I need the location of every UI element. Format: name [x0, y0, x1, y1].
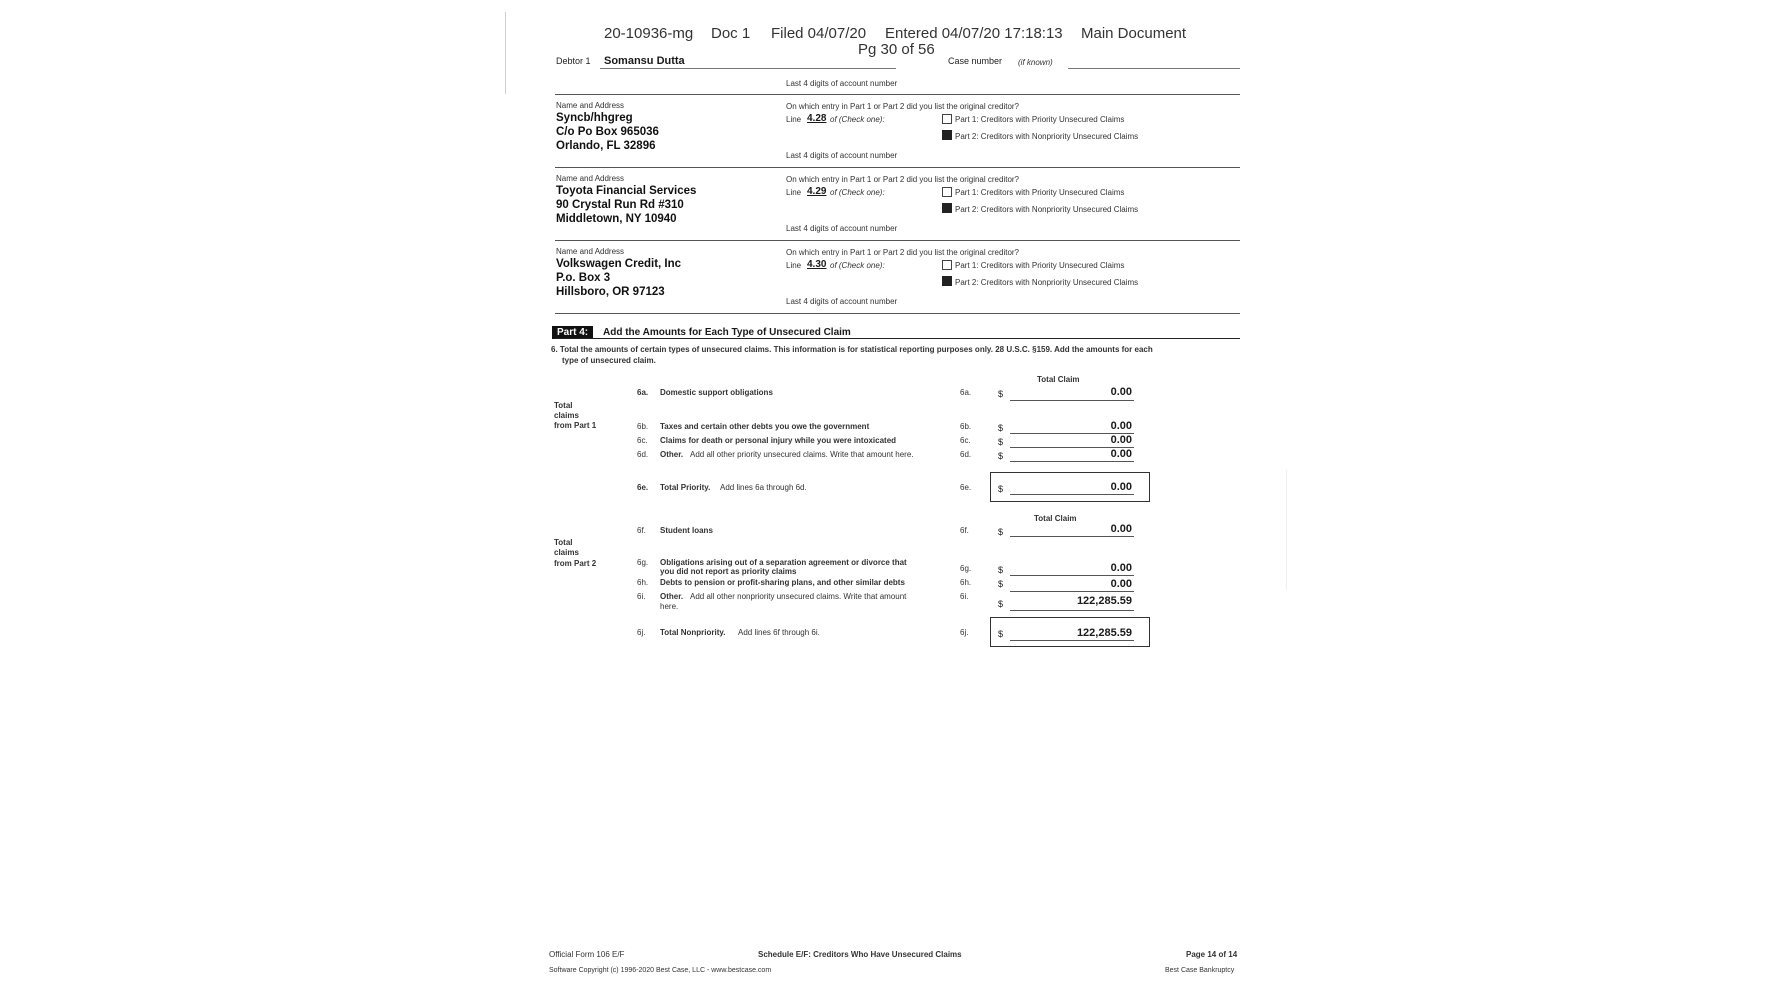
part4-intro-line1: 6. Total the amounts of certain types of unsecured claims. This information is for statistical reporting purposes only. 28 U.S.C. §159. Add the amounts for each	[551, 345, 1153, 354]
dollar-sign: $	[998, 599, 1004, 609]
row-code-right: 6g.	[960, 564, 972, 573]
row-code: 6c.	[637, 436, 648, 445]
part1-label: Part 1: Creditors with Priority Unsecured Claims	[955, 261, 1125, 270]
row-code: 6a.	[637, 388, 649, 397]
dollar-sign: $	[998, 484, 1004, 494]
page-edge-line	[505, 12, 506, 94]
total-claim-header: Total Claim	[1034, 514, 1077, 523]
row-code-right: 6d.	[960, 450, 972, 459]
row-text: Student loans	[660, 526, 713, 535]
row-text: Taxes and certain other debts you owe the government	[660, 422, 870, 431]
row-code: 6i.	[637, 592, 646, 601]
row-code-right: 6j.	[960, 628, 969, 637]
creditor-address-line1: 90 Crystal Run Rd #310	[556, 199, 684, 211]
row-code-right: 6c.	[960, 436, 971, 445]
row-text: Claims for death or personal injury while you were intoxicated	[660, 436, 897, 445]
amount-underline	[1010, 640, 1134, 641]
row-bold-text: Total Priority.	[660, 483, 711, 492]
creditor-name: Toyota Financial Services	[556, 185, 697, 197]
dollar-sign: $	[998, 389, 1004, 399]
section-rule	[555, 313, 1240, 314]
amount-underline	[1010, 575, 1134, 576]
dollar-sign: $	[998, 437, 1004, 447]
page-edge-line-right	[1286, 470, 1287, 590]
row-code-right: 6e.	[960, 483, 972, 492]
row-text-line2: here.	[660, 602, 679, 611]
row-text: Add all other priority unsecured claims. Write that amount here.	[690, 450, 914, 459]
row-text: Domestic support obligations	[660, 388, 773, 397]
section-rule	[555, 167, 1240, 168]
part2-label: Part 2: Creditors with Nonpriority Unsecured Claims	[955, 205, 1139, 214]
group1-label-line2: claims	[554, 411, 579, 420]
line-number: 4.29	[807, 186, 827, 197]
last4-label: Last 4 digits of account number	[786, 224, 898, 233]
amount-value: 122,285.59	[1076, 595, 1132, 607]
dollar-sign: $	[998, 579, 1004, 589]
dollar-sign: $	[998, 451, 1004, 461]
part2-checkbox[interactable]	[942, 276, 952, 286]
amount-underline	[1010, 494, 1134, 495]
row-text: Add lines 6f through 6i.	[738, 628, 820, 637]
amount-value: 122,285.59	[1076, 627, 1132, 639]
header-filed: Filed 04/07/20	[771, 25, 867, 42]
part2-checkbox[interactable]	[942, 203, 952, 213]
name-address-label: Name and Address	[556, 247, 625, 256]
row-code-right: 6f.	[960, 526, 969, 535]
amount-value: 0.00	[1110, 481, 1132, 493]
row-text: Add lines 6a through 6d.	[720, 483, 807, 492]
amount-value: 0.00	[1110, 448, 1132, 460]
part2-checkbox[interactable]	[942, 130, 952, 140]
part2-label: Part 2: Creditors with Nonpriority Unsecured Claims	[955, 132, 1139, 141]
group2-label-line3: from Part 2	[554, 559, 597, 568]
amount-underline	[1010, 536, 1134, 537]
part4-tag: Part 4:	[552, 326, 593, 339]
last4-label: Last 4 digits of account number	[786, 79, 898, 88]
case-number-label: Case number	[948, 56, 1003, 66]
debtor-underline	[600, 68, 896, 69]
dollar-sign: $	[998, 423, 1004, 433]
footer-page: Page 14 of 14	[1186, 950, 1238, 959]
creditor-address-line2: Orlando, FL 32896	[556, 140, 656, 152]
amount-underline	[1010, 400, 1134, 401]
dollar-sign: $	[998, 629, 1004, 639]
original-creditor-question: On which entry in Part 1 or Part 2 did you list the original creditor?	[786, 248, 1019, 257]
amount-value: 0.00	[1110, 386, 1132, 398]
row-text-line2: you did not report as priority claims	[660, 567, 797, 576]
footer-brand: Best Case Bankruptcy	[1165, 967, 1235, 974]
dollar-sign: $	[998, 527, 1004, 537]
name-address-label: Name and Address	[556, 101, 625, 110]
row-code: 6f.	[637, 526, 646, 535]
part4-title: Add the Amounts for Each Type of Unsecured Claim	[603, 327, 851, 338]
amount-value: 0.00	[1110, 434, 1132, 446]
part4-rule	[555, 338, 1240, 339]
row-bold-text: Total Nonpriority.	[660, 628, 726, 637]
creditor-address-line2: Hillsboro, OR 97123	[556, 286, 665, 298]
row-code: 6j.	[637, 628, 646, 637]
total-claim-header: Total Claim	[1037, 375, 1080, 384]
creditor-name: Volkswagen Credit, Inc	[556, 258, 682, 270]
row-code-right: 6b.	[960, 422, 972, 431]
section-rule	[555, 240, 1240, 241]
amount-underline	[1010, 610, 1134, 611]
row-bold-text: Other.	[660, 450, 684, 459]
original-creditor-question: On which entry in Part 1 or Part 2 did you list the original creditor?	[786, 102, 1019, 111]
row-code: 6h.	[637, 578, 649, 587]
amount-underline	[1010, 591, 1134, 592]
row-code-right: 6i.	[960, 592, 969, 601]
row-code: 6d.	[637, 450, 649, 459]
header-case: 20-10936-mg	[604, 25, 694, 42]
part1-label: Part 1: Creditors with Priority Unsecured Claims	[955, 115, 1125, 124]
last4-label: Last 4 digits of account number	[786, 297, 898, 306]
line-number: 4.30	[807, 259, 827, 270]
part4-intro-line2: type of unsecured claim.	[562, 356, 656, 365]
amount-value: 0.00	[1110, 420, 1132, 432]
dollar-sign: $	[998, 565, 1004, 575]
row-code: 6b.	[637, 422, 649, 431]
original-creditor-question: On which entry in Part 1 or Part 2 did you list the original creditor?	[786, 175, 1019, 184]
row-text-line1: Obligations arising out of a separation agreement or divorce that	[660, 558, 907, 567]
amount-value: 0.00	[1110, 523, 1132, 535]
row-code-right: 6h.	[960, 578, 972, 587]
footer-copyright: Software Copyright (c) 1996-2020 Best Case, LLC - www.bestcase.com	[549, 967, 772, 974]
header-main: Main Document	[1081, 25, 1187, 42]
part2-label: Part 2: Creditors with Nonpriority Unsecured Claims	[955, 278, 1139, 287]
group2-label-line2: claims	[554, 548, 579, 557]
line-number: 4.28	[807, 113, 827, 124]
header-doc: Doc 1	[711, 25, 751, 42]
row-code-right: 6a.	[960, 388, 972, 397]
debtor-label: Debtor 1	[556, 56, 591, 66]
row-text-line1: Add all other nonpriority unsecured claims. Write that amount	[690, 592, 907, 601]
amount-value: 0.00	[1110, 562, 1132, 574]
check-one: of (Check one):	[830, 188, 885, 197]
group2-label-line1: Total	[554, 538, 573, 547]
group1-label-line1: Total	[554, 401, 573, 410]
line-prefix: Line	[786, 261, 802, 270]
check-one: of (Check one):	[830, 115, 885, 124]
debtor-name: Somansu Dutta	[604, 55, 685, 67]
header-page: Pg 30 of 56	[858, 41, 935, 58]
check-one: of (Check one):	[830, 261, 885, 270]
line-prefix: Line	[786, 188, 802, 197]
name-address-label: Name and Address	[556, 174, 625, 183]
case-number-underline	[1068, 68, 1240, 69]
part1-label: Part 1: Creditors with Priority Unsecured Claims	[955, 188, 1125, 197]
creditor-name: Syncb/hhgreg	[556, 112, 633, 124]
creditor-address-line2: Middletown, NY 10940	[556, 213, 677, 225]
line-prefix: Line	[786, 115, 802, 124]
last4-label: Last 4 digits of account number	[786, 151, 898, 160]
amount-value: 0.00	[1110, 578, 1132, 590]
row-bold-text: Other.	[660, 592, 684, 601]
part1-checkbox[interactable]	[942, 114, 952, 124]
part1-checkbox[interactable]	[942, 260, 952, 270]
amount-underline	[1010, 461, 1134, 462]
group1-label-line3: from Part 1	[554, 421, 597, 430]
row-text: Debts to pension or profit-sharing plans, and other similar debts	[660, 578, 905, 587]
creditor-address-line1: P.o. Box 3	[556, 272, 611, 284]
header-entered: Entered 04/07/20 17:18:13	[885, 25, 1063, 42]
footer-form: Official Form 106 E/F	[549, 950, 625, 959]
row-code: 6g.	[637, 558, 649, 567]
row-code: 6e.	[637, 483, 649, 492]
case-if-known: (if known)	[1018, 58, 1053, 67]
section-rule	[555, 94, 1240, 95]
footer-title: Schedule E/F: Creditors Who Have Unsecured Claims	[758, 950, 962, 959]
part1-checkbox[interactable]	[942, 187, 952, 197]
creditor-address-line1: C/o Po Box 965036	[556, 126, 659, 138]
